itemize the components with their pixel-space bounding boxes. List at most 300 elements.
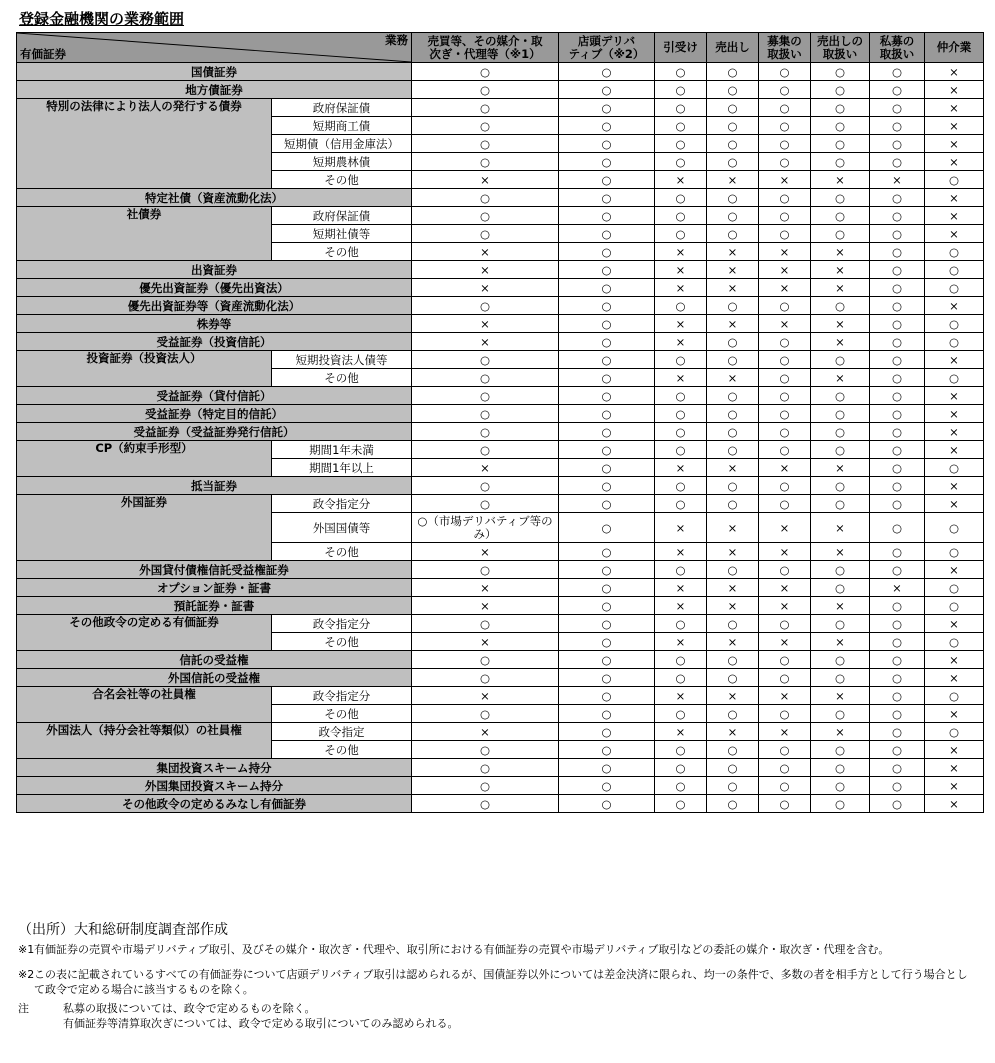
- permission-mark-cell: ×: [925, 477, 984, 495]
- permission-mark-cell: ○: [811, 615, 870, 633]
- permission-mark-cell: ×: [707, 171, 759, 189]
- permission-mark-cell: ×: [412, 723, 559, 741]
- permission-mark-cell: ○: [759, 441, 811, 459]
- permission-mark-cell: ○: [412, 387, 559, 405]
- permission-mark-cell: ○: [559, 759, 655, 777]
- permission-mark-cell: ○: [559, 369, 655, 387]
- permission-mark-cell: ○: [759, 63, 811, 81]
- header-col-secondary-distribution: 売出し: [707, 33, 759, 63]
- table-row: [17, 777, 984, 795]
- permission-mark-cell: ○: [811, 135, 870, 153]
- permission-mark-cell: ○: [759, 615, 811, 633]
- permission-mark-cell: ○: [811, 741, 870, 759]
- table-row: [17, 759, 984, 777]
- permission-mark-cell: ×: [759, 597, 811, 615]
- permission-mark-cell: ○: [559, 741, 655, 759]
- permission-mark-cell: ○: [925, 279, 984, 297]
- permission-mark-cell: ×: [759, 687, 811, 705]
- permission-mark-cell: ○: [559, 405, 655, 423]
- permission-mark-cell: ○: [559, 561, 655, 579]
- permission-mark-cell: ○: [559, 99, 655, 117]
- permission-mark-cell: ○: [811, 561, 870, 579]
- header-col-private-placement-handling: 私募の 取扱い: [870, 33, 925, 63]
- table-row: [17, 579, 984, 597]
- permission-mark-cell: ○: [759, 387, 811, 405]
- permission-mark-cell: ○: [759, 561, 811, 579]
- security-subtype-cell: 政府保証債: [272, 99, 412, 117]
- security-type-cell: 外国集団投資スキーム持分: [17, 777, 412, 795]
- permission-mark-cell: ×: [655, 723, 707, 741]
- security-subtype-cell: その他: [272, 243, 412, 261]
- permission-mark-cell: ○: [559, 651, 655, 669]
- permission-mark-cell: ○: [811, 153, 870, 171]
- permission-mark-cell: ○: [655, 207, 707, 225]
- permission-mark-cell: ○: [412, 795, 559, 813]
- permission-mark-cell: ×: [655, 369, 707, 387]
- security-subtype-cell: 期間1年未満: [272, 441, 412, 459]
- permission-mark-cell: ×: [925, 795, 984, 813]
- footnote-1-text: 有価証券の売買や市場デリバティブ取引、及びその媒介・取次ぎ・代理や、取引所における有価証券の売買や市場デリバティブ取引などの委託の媒介・取次ぎ・代理を含む。: [34, 943, 890, 956]
- permission-mark-cell: ×: [759, 243, 811, 261]
- security-type-cell: 外国信託の受益権: [17, 669, 412, 687]
- security-type-cell: 集団投資スキーム持分: [17, 759, 412, 777]
- permission-mark-cell: ○: [870, 633, 925, 651]
- permission-mark-cell: ×: [759, 261, 811, 279]
- permission-mark-cell: ○: [655, 117, 707, 135]
- permission-mark-cell: ×: [811, 333, 870, 351]
- security-subtype-cell: 短期債（信用金庫法）: [272, 135, 412, 153]
- security-type-cell: 預託証券・証書: [17, 597, 412, 615]
- permission-mark-cell: ○: [870, 723, 925, 741]
- permission-mark-cell: ×: [412, 543, 559, 561]
- security-subtype-cell: 政府保証債: [272, 207, 412, 225]
- permission-mark-cell: ×: [759, 513, 811, 543]
- permission-mark-cell: ○: [707, 405, 759, 423]
- permission-mark-cell: ×: [655, 513, 707, 543]
- table-row: [17, 315, 984, 333]
- permission-mark-cell: ○: [559, 513, 655, 543]
- permission-mark-cell: ×: [655, 171, 707, 189]
- permission-mark-cell: ○: [870, 669, 925, 687]
- security-type-cell: オプション証券・証書: [17, 579, 412, 597]
- permission-mark-cell: ×: [655, 243, 707, 261]
- permission-mark-cell: ○: [412, 651, 559, 669]
- permission-mark-cell: ○: [759, 741, 811, 759]
- permission-mark-cell: ○: [811, 669, 870, 687]
- permission-mark-cell: ○: [707, 477, 759, 495]
- permission-mark-cell: ○: [412, 405, 559, 423]
- permission-mark-cell: ○: [412, 423, 559, 441]
- security-type-cell: 合名会社等の社員権: [17, 687, 272, 723]
- permission-mark-cell: ○: [707, 189, 759, 207]
- permission-mark-cell: ○: [412, 297, 559, 315]
- permission-mark-cell: ○: [707, 81, 759, 99]
- permission-mark-cell: ○: [559, 477, 655, 495]
- permission-mark-cell: ×: [925, 561, 984, 579]
- header-business-label: 業務: [385, 33, 408, 47]
- permission-mark-cell: ×: [707, 261, 759, 279]
- permission-mark-cell: ×: [707, 369, 759, 387]
- security-subtype-cell: 外国国債等: [272, 513, 412, 543]
- security-type-cell: 抵当証券: [17, 477, 412, 495]
- permission-mark-cell: ○: [870, 795, 925, 813]
- permission-mark-cell: ○: [559, 441, 655, 459]
- permission-mark-cell: ○: [655, 561, 707, 579]
- permission-mark-cell: ○: [412, 615, 559, 633]
- security-subtype-cell: 政令指定: [272, 723, 412, 741]
- permission-mark-cell: ○: [811, 477, 870, 495]
- permission-mark-cell: ×: [811, 459, 870, 477]
- security-type-cell: 株券等: [17, 315, 412, 333]
- security-type-cell: 外国貸付債権信託受益権証券: [17, 561, 412, 579]
- permission-mark-cell: ○: [759, 81, 811, 99]
- permission-mark-cell: ○: [559, 207, 655, 225]
- permission-mark-cell: ×: [655, 315, 707, 333]
- permission-mark-cell: ○: [559, 723, 655, 741]
- permission-mark-cell: ○: [759, 207, 811, 225]
- permission-mark-cell: ○: [870, 513, 925, 543]
- permission-mark-cell: ×: [759, 171, 811, 189]
- security-type-cell: 特定社債（資産流動化法）: [17, 189, 412, 207]
- table-row: [17, 99, 984, 117]
- security-type-cell: その他政令の定める有価証券: [17, 615, 272, 651]
- permission-mark-cell: ○: [412, 441, 559, 459]
- permission-mark-cell: ○: [759, 153, 811, 171]
- permission-mark-cell: ○: [412, 777, 559, 795]
- table-row: [17, 81, 984, 99]
- permission-mark-cell: ○: [925, 723, 984, 741]
- permission-mark-cell: ○: [707, 777, 759, 795]
- table-row: [17, 63, 984, 81]
- permission-mark-cell: ×: [655, 579, 707, 597]
- permission-mark-cell: ○: [811, 705, 870, 723]
- permission-mark-cell: ×: [925, 669, 984, 687]
- security-type-cell: 信託の受益権: [17, 651, 412, 669]
- header-col-otc-derivative: 店頭デリバ ティブ（※2）: [559, 33, 655, 63]
- permission-mark-cell: ○: [870, 615, 925, 633]
- permission-mark-cell: ○（市場デリバティブ等のみ）: [412, 513, 559, 543]
- permission-mark-cell: ○: [759, 117, 811, 135]
- source-note: （出所）大和総研制度調査部作成: [18, 922, 228, 938]
- permission-mark-cell: ×: [811, 369, 870, 387]
- permission-mark-cell: ○: [870, 543, 925, 561]
- permission-mark-cell: ○: [655, 669, 707, 687]
- security-type-cell: CP（約束手形型）: [17, 441, 272, 477]
- permission-mark-cell: ○: [559, 63, 655, 81]
- permission-mark-cell: ×: [811, 633, 870, 651]
- table-row: [17, 261, 984, 279]
- permission-mark-cell: ○: [412, 63, 559, 81]
- permission-mark-cell: ○: [655, 135, 707, 153]
- permission-mark-cell: ○: [925, 543, 984, 561]
- permission-mark-cell: ○: [707, 561, 759, 579]
- permission-mark-cell: ○: [559, 387, 655, 405]
- permission-mark-cell: ○: [811, 99, 870, 117]
- permission-mark-cell: ○: [811, 759, 870, 777]
- permission-mark-cell: ×: [707, 579, 759, 597]
- permission-mark-cell: ×: [925, 495, 984, 513]
- permission-mark-cell: ○: [412, 705, 559, 723]
- permission-mark-cell: ×: [925, 705, 984, 723]
- permission-mark-cell: ○: [707, 351, 759, 369]
- header-col-public-offering-handling: 募集の 取扱い: [759, 33, 811, 63]
- permission-mark-cell: ○: [412, 369, 559, 387]
- table-row: [17, 207, 984, 225]
- footnote-1-label: ※1: [18, 943, 35, 956]
- permission-mark-cell: ○: [870, 225, 925, 243]
- permission-mark-cell: ○: [559, 459, 655, 477]
- permission-mark-cell: ×: [925, 741, 984, 759]
- permission-mark-cell: ○: [412, 135, 559, 153]
- permission-mark-cell: ○: [925, 243, 984, 261]
- table-row: [17, 189, 984, 207]
- permission-mark-cell: ×: [925, 777, 984, 795]
- permission-mark-cell: ×: [707, 243, 759, 261]
- permission-mark-cell: ×: [412, 261, 559, 279]
- table-row: [17, 441, 984, 459]
- permission-mark-cell: ○: [759, 369, 811, 387]
- permission-mark-cell: ×: [811, 279, 870, 297]
- security-subtype-cell: 短期商工債: [272, 117, 412, 135]
- permission-mark-cell: ○: [870, 705, 925, 723]
- table-row: [17, 423, 984, 441]
- permission-mark-cell: ○: [655, 441, 707, 459]
- business-scope-table: [16, 32, 984, 813]
- permission-mark-cell: ○: [655, 651, 707, 669]
- permission-mark-cell: ×: [925, 153, 984, 171]
- permission-mark-cell: ○: [707, 99, 759, 117]
- permission-mark-cell: ×: [811, 171, 870, 189]
- security-subtype-cell: 政令指定分: [272, 687, 412, 705]
- permission-mark-cell: ○: [559, 243, 655, 261]
- permission-mark-cell: ×: [925, 387, 984, 405]
- page-title: 登録金融機関の業務範囲: [19, 10, 185, 28]
- permission-mark-cell: ○: [759, 333, 811, 351]
- permission-mark-cell: ○: [925, 333, 984, 351]
- permission-mark-cell: ○: [870, 651, 925, 669]
- permission-mark-cell: ×: [655, 633, 707, 651]
- permission-mark-cell: ○: [759, 423, 811, 441]
- permission-mark-cell: ○: [925, 687, 984, 705]
- permission-mark-cell: ○: [655, 741, 707, 759]
- permission-mark-cell: ○: [707, 117, 759, 135]
- table-row: [17, 405, 984, 423]
- permission-mark-cell: ○: [412, 207, 559, 225]
- permission-mark-cell: ○: [811, 189, 870, 207]
- corner-diagonal-line: [17, 33, 411, 62]
- security-type-cell: 受益証券（貸付信託）: [17, 387, 412, 405]
- security-subtype-cell: 短期農林債: [272, 153, 412, 171]
- security-subtype-cell: その他: [272, 369, 412, 387]
- permission-mark-cell: ×: [811, 687, 870, 705]
- permission-mark-cell: ○: [559, 153, 655, 171]
- permission-mark-cell: ○: [412, 99, 559, 117]
- permission-mark-cell: ×: [759, 543, 811, 561]
- permission-mark-cell: ×: [759, 723, 811, 741]
- permission-mark-cell: ○: [655, 495, 707, 513]
- permission-mark-cell: ×: [925, 207, 984, 225]
- permission-mark-cell: ○: [759, 669, 811, 687]
- permission-mark-cell: ○: [655, 423, 707, 441]
- security-subtype-cell: 政令指定分: [272, 495, 412, 513]
- security-type-cell: 外国証券: [17, 495, 272, 561]
- permission-mark-cell: ○: [559, 225, 655, 243]
- permission-mark-cell: ○: [870, 297, 925, 315]
- security-type-cell: 国債証券: [17, 63, 412, 81]
- permission-mark-cell: ○: [759, 651, 811, 669]
- permission-mark-cell: ○: [759, 477, 811, 495]
- permission-mark-cell: ○: [870, 561, 925, 579]
- permission-mark-cell: ○: [870, 405, 925, 423]
- permission-mark-cell: ○: [655, 795, 707, 813]
- permission-mark-cell: ×: [925, 99, 984, 117]
- permission-mark-cell: ○: [655, 405, 707, 423]
- security-subtype-cell: その他: [272, 705, 412, 723]
- footnote-2-label: ※2: [18, 968, 35, 981]
- permission-mark-cell: ×: [707, 513, 759, 543]
- permission-mark-cell: ○: [707, 741, 759, 759]
- permission-mark-cell: ×: [759, 315, 811, 333]
- permission-mark-cell: ×: [925, 189, 984, 207]
- permission-mark-cell: ○: [655, 777, 707, 795]
- permission-mark-cell: ○: [759, 495, 811, 513]
- permission-mark-cell: ○: [811, 777, 870, 795]
- permission-mark-cell: ○: [412, 669, 559, 687]
- security-subtype-cell: 政令指定分: [272, 615, 412, 633]
- permission-mark-cell: ×: [655, 279, 707, 297]
- permission-mark-cell: ○: [759, 795, 811, 813]
- permission-mark-cell: ○: [412, 741, 559, 759]
- permission-mark-cell: ○: [559, 297, 655, 315]
- permission-mark-cell: ○: [707, 297, 759, 315]
- table-row: [17, 615, 984, 633]
- permission-mark-cell: ○: [759, 189, 811, 207]
- permission-mark-cell: ○: [655, 759, 707, 777]
- permission-mark-cell: ○: [559, 423, 655, 441]
- permission-mark-cell: ×: [412, 687, 559, 705]
- permission-mark-cell: ○: [412, 153, 559, 171]
- permission-mark-cell: ○: [412, 351, 559, 369]
- permission-mark-cell: ○: [412, 477, 559, 495]
- table-row: [17, 597, 984, 615]
- permission-mark-cell: ○: [655, 225, 707, 243]
- security-type-cell: 受益証券（投資信託）: [17, 333, 412, 351]
- permission-mark-cell: ×: [655, 543, 707, 561]
- security-type-cell: 投資証券（投資法人）: [17, 351, 272, 387]
- permission-mark-cell: ○: [811, 405, 870, 423]
- permission-mark-cell: ○: [759, 99, 811, 117]
- table-row: [17, 651, 984, 669]
- header-col-distribution-handling: 売出しの 取扱い: [811, 33, 870, 63]
- security-type-cell: 受益証券（特定目的信託）: [17, 405, 412, 423]
- table-row: [17, 723, 984, 741]
- permission-mark-cell: ○: [870, 459, 925, 477]
- footnote-2: [18, 967, 978, 997]
- permission-mark-cell: ○: [925, 315, 984, 333]
- permission-mark-cell: ×: [870, 171, 925, 189]
- permission-mark-cell: ○: [559, 687, 655, 705]
- security-type-cell: 社債券: [17, 207, 272, 261]
- permission-mark-cell: ×: [412, 243, 559, 261]
- permission-mark-cell: ○: [559, 351, 655, 369]
- permission-mark-cell: ×: [412, 633, 559, 651]
- permission-mark-cell: ○: [759, 405, 811, 423]
- permission-mark-cell: ○: [559, 777, 655, 795]
- permission-mark-cell: ×: [707, 633, 759, 651]
- permission-mark-cell: ○: [811, 225, 870, 243]
- permission-mark-cell: ○: [559, 633, 655, 651]
- permission-mark-cell: ○: [870, 777, 925, 795]
- table-row: [17, 477, 984, 495]
- permission-mark-cell: ○: [559, 135, 655, 153]
- permission-mark-cell: ○: [707, 387, 759, 405]
- header-col-underwriting: 引受け: [655, 33, 707, 63]
- footnote-3-line: 私募の取扱については、政令で定めるものを除く。: [63, 1002, 316, 1015]
- permission-mark-cell: ×: [655, 333, 707, 351]
- permission-mark-cell: ×: [707, 279, 759, 297]
- permission-mark-cell: ○: [925, 633, 984, 651]
- permission-mark-cell: ○: [559, 261, 655, 279]
- permission-mark-cell: ×: [925, 81, 984, 99]
- permission-mark-cell: ×: [925, 423, 984, 441]
- permission-mark-cell: ○: [870, 495, 925, 513]
- table-row: [17, 387, 984, 405]
- table-row: [17, 297, 984, 315]
- permission-mark-cell: ×: [412, 279, 559, 297]
- permission-mark-cell: ○: [707, 705, 759, 723]
- permission-mark-cell: ×: [759, 279, 811, 297]
- security-type-cell: その他政令の定めるみなし有価証券: [17, 795, 412, 813]
- permission-mark-cell: ×: [655, 687, 707, 705]
- permission-mark-cell: ×: [707, 315, 759, 333]
- permission-mark-cell: ○: [559, 333, 655, 351]
- permission-mark-cell: ○: [870, 63, 925, 81]
- permission-mark-cell: ○: [811, 117, 870, 135]
- security-type-cell: 出資証券: [17, 261, 412, 279]
- permission-mark-cell: ○: [559, 615, 655, 633]
- permission-mark-cell: ○: [412, 117, 559, 135]
- permission-mark-cell: ○: [870, 189, 925, 207]
- permission-mark-cell: ○: [925, 261, 984, 279]
- permission-mark-cell: ○: [925, 459, 984, 477]
- permission-mark-cell: ○: [655, 99, 707, 117]
- permission-mark-cell: ○: [412, 759, 559, 777]
- footnotes: [18, 921, 978, 1031]
- table-row: [17, 561, 984, 579]
- permission-mark-cell: ○: [811, 495, 870, 513]
- permission-mark-cell: ×: [412, 315, 559, 333]
- permission-mark-cell: ×: [870, 579, 925, 597]
- permission-mark-cell: ○: [559, 705, 655, 723]
- permission-mark-cell: ○: [811, 651, 870, 669]
- permission-mark-cell: ○: [811, 579, 870, 597]
- security-type-cell: 外国法人（持分会社等類似）の社員権: [17, 723, 272, 759]
- permission-mark-cell: ○: [870, 597, 925, 615]
- permission-mark-cell: ×: [412, 597, 559, 615]
- table-row: [17, 351, 984, 369]
- permission-mark-cell: ○: [559, 597, 655, 615]
- permission-mark-cell: ○: [559, 315, 655, 333]
- permission-mark-cell: ×: [925, 405, 984, 423]
- permission-mark-cell: ×: [412, 171, 559, 189]
- security-type-cell: 受益証券（受益証券発行信託）: [17, 423, 412, 441]
- permission-mark-cell: ○: [870, 351, 925, 369]
- permission-mark-cell: ○: [707, 441, 759, 459]
- permission-mark-cell: ○: [811, 207, 870, 225]
- permission-mark-cell: ○: [412, 225, 559, 243]
- permission-mark-cell: ○: [707, 423, 759, 441]
- header-col-intermediary: 仲介業: [925, 33, 984, 63]
